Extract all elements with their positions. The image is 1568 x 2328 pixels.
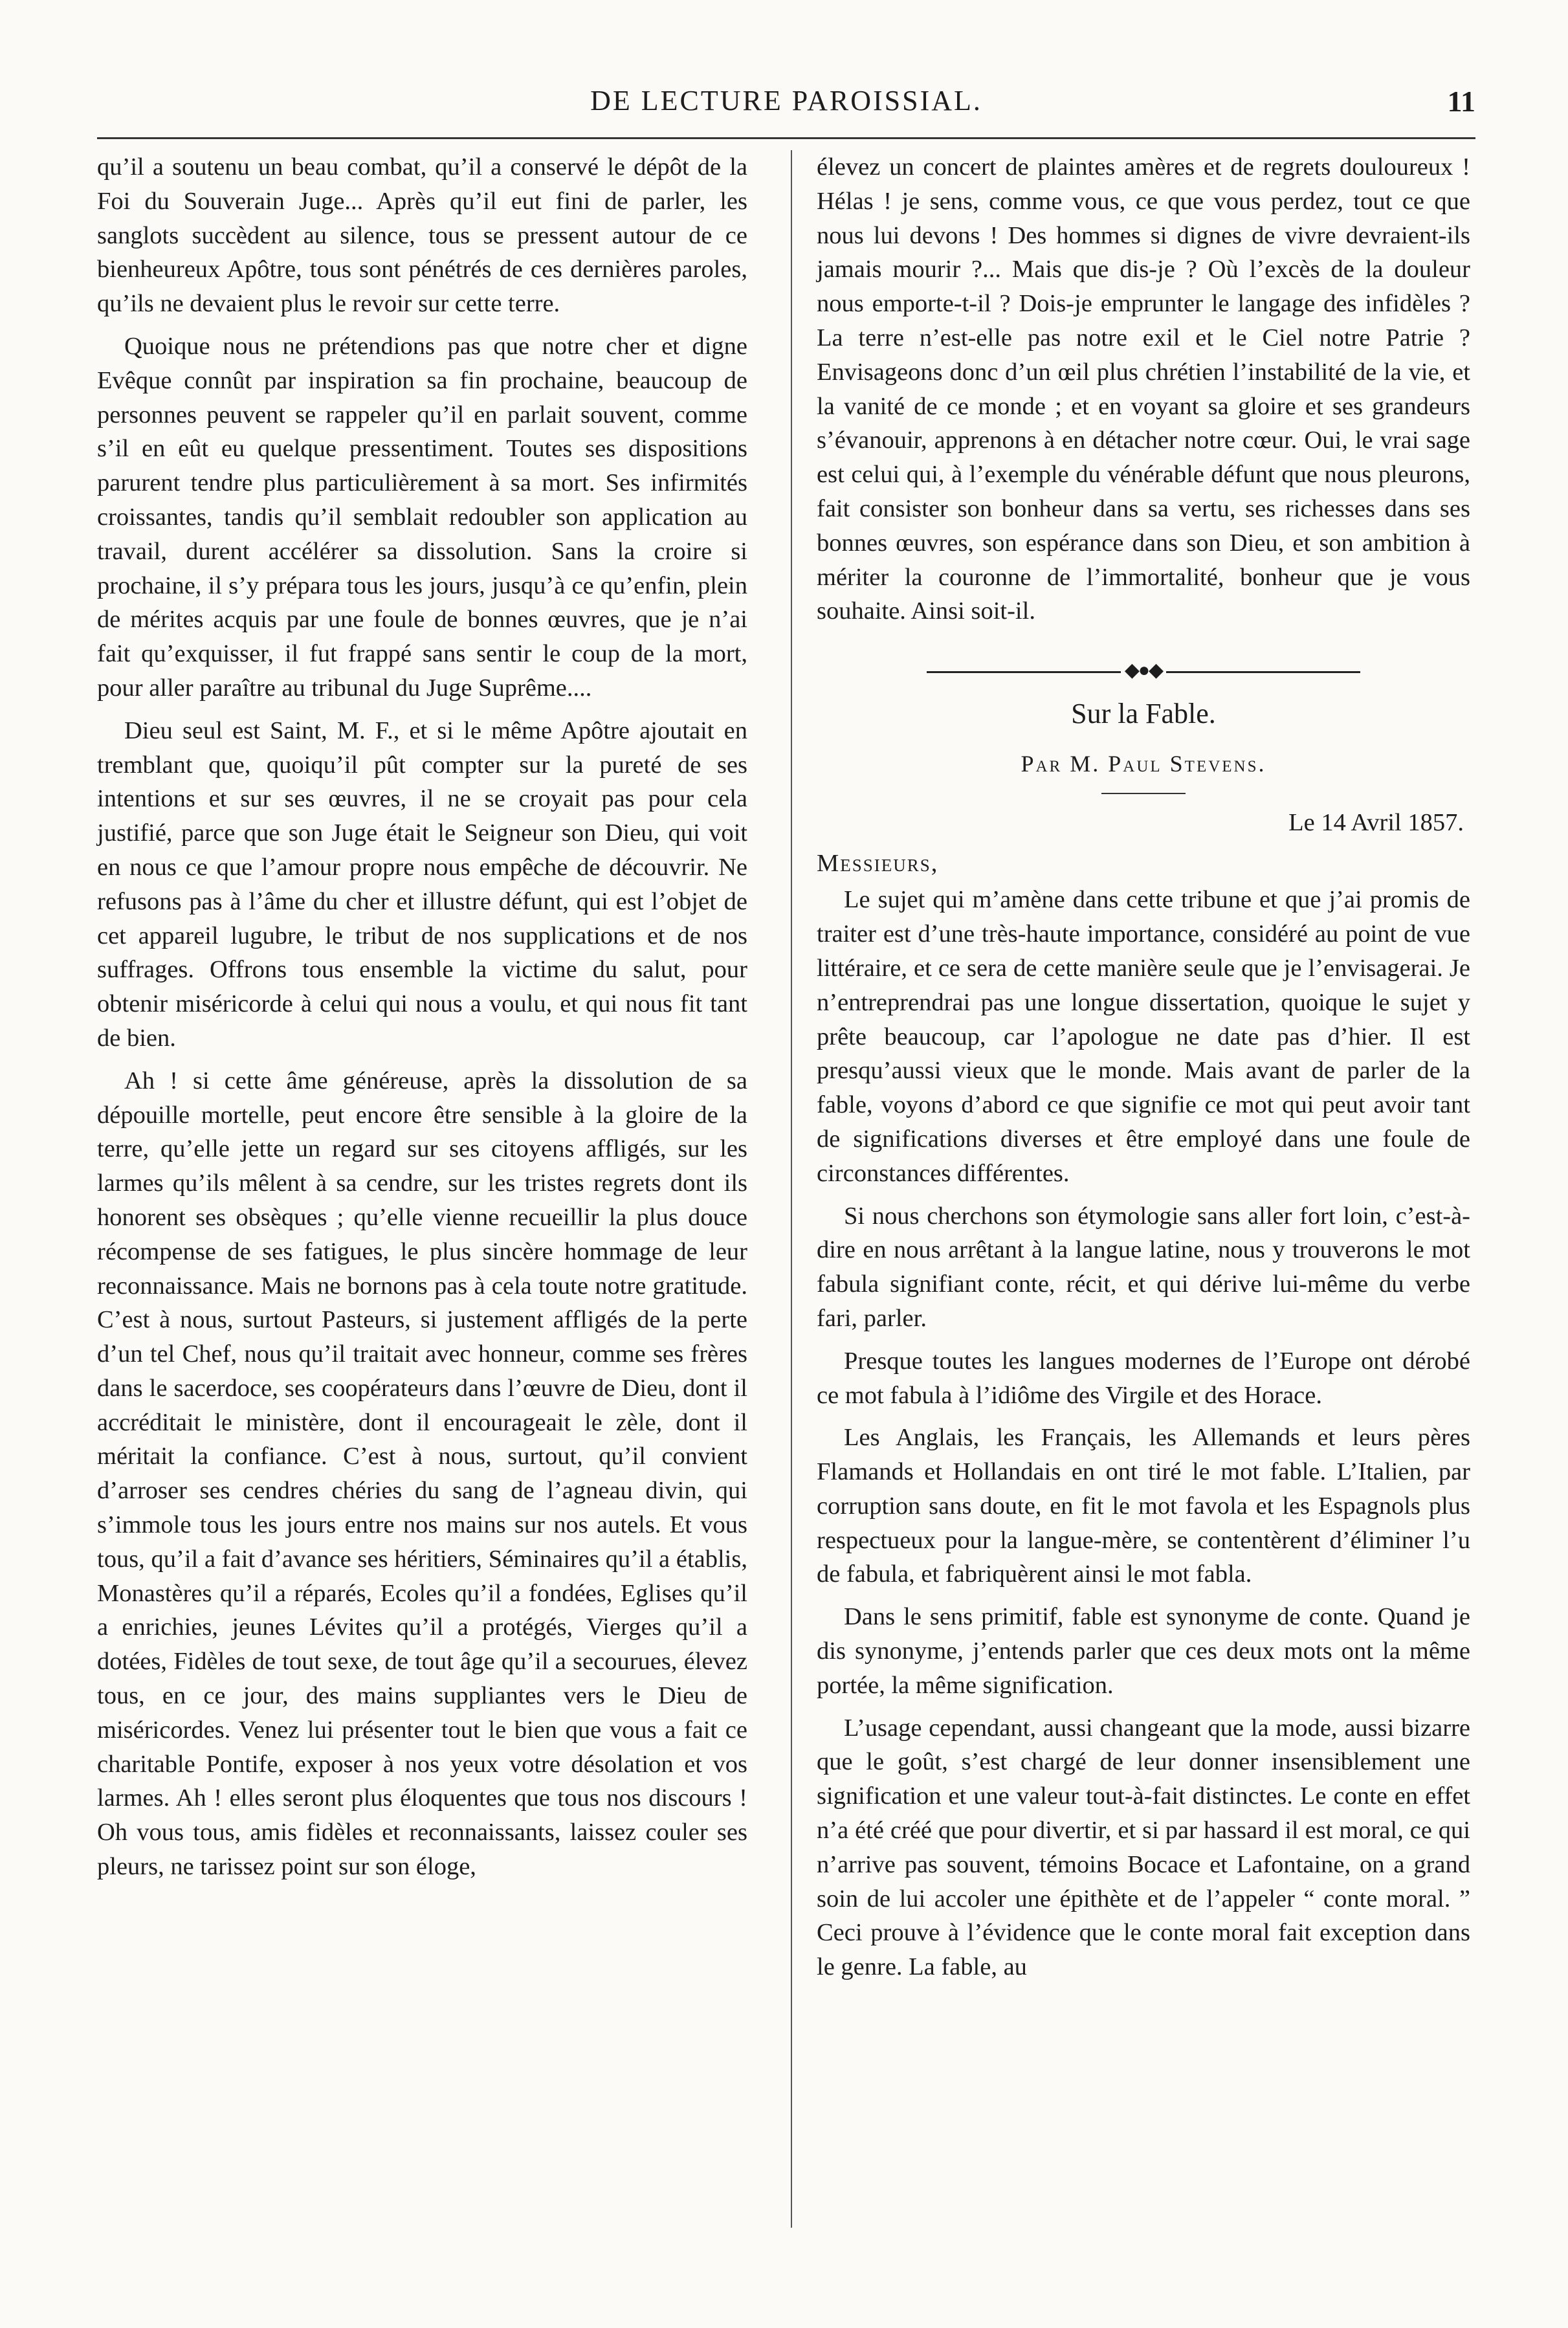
- salutation: Messieurs,: [817, 849, 939, 877]
- left-paragraph-3: Dieu seul est Saint, M. F., et si le même Apôtre ajoutait en tremblant que, quoiqu’il pût compter sur la pureté de ses intentions et sur ses œuvres, il ne se croyait pas pour cela justifié, parce que son Juge était le Seigneur son Dieu, qui voit en nous ce que l’amour propre nous empêche de découvrir. Ne refusons pas à l’âme du cher et illustre défunt, qui est l’objet de cet appareil lugubre, le tribut de nos supplications et de nos suffrages. Offrons tous ensemble la victime du salut, pour obtenir miséricorde à celui qui nous a voulu, et qui nous fit tant de bien.: [97, 716, 747, 1052]
- right-paragraph-5: Les Anglais, les Français, les Allemands et leurs pères Flamands et Hollandais en ont tiré le mot fable. L’Italien, par corruption sans doute, en fit le mot favola et les Espagnols plus respectueux pour la langue-mère, se contentèrent d’éliminer l’u de fabula, et fabriquèrent ainsi le mot fabla.: [817, 1424, 1470, 1588]
- running-header: [97, 84, 1475, 123]
- right-paragraph-7: L’usage cependant, aussi changeant que la mode, aussi bizarre que le goût, s’est chargé de leur donner insensiblement une signification et une valeur tout-à-fait distinctes. Le conte en effet n’a été créé que pour divertir, et si par hassard il est moral, ce qui n’arrive pas souvent, témoins Bocace et Lafontaine, on a grand soin de lui accoler une épithète et de l’appeler “ conte moral. ” Ceci prouve à l’évidence que le conte moral fait exception dans le genre. La fable, au: [817, 1714, 1470, 1981]
- column-divider: [791, 150, 792, 2228]
- byline-rule: [1101, 793, 1186, 794]
- header-rule: [97, 137, 1475, 139]
- right-paragraph-6: Dans le sens primitif, fable est synonyme de conte. Quand je dis synonyme, j’entends parler que ces deux mots ont la même portée, la même signification.: [817, 1603, 1470, 1699]
- article-title: Sur la Fable.: [1071, 698, 1216, 730]
- left-paragraph-1: qu’il a soutenu un beau combat, qu’il a conservé le dépôt de la Foi du Souverain Juge... Après qu’il eut fini de parler, les sanglots succèdent au silence, tous se pressent autour de ce bienheureux Apôtre, tous sont pénétrés de ces dernières paroles, qu’ils ne devaient plus le revoir sur cette terre.: [97, 153, 747, 318]
- article-dateline: Le 14 Avril 1857.: [1288, 808, 1464, 836]
- right-paragraph-1: élevez un concert de plaintes amères et de regrets douloureux ! Hélas ! je sens, comme vous, ce que vous perdez, tout ce que nous lui devons ! Des hommes si dignes de vivre devraient-ils jamais mourir ?... Mais que dis-je ? Où l’excès de la douleur nous emporte-t-il ? Dois-je emprunter le langage des infidèles ? La terre n’est-elle pas notre exil et le Ciel notre Patrie ? Envisageons donc d’un œil plus chrétien l’instabilité de la vie, et la vanité de ce monde ; et en voyant sa gloire et ses grandeurs s’évanouir, apprenons à en détacher notre cœur. Oui, le vrai sage est celui qui, à l’exemple du vénérable défunt que nous pleurons, fait consister son bonheur dans sa vertu, ses richesses dans ses bonnes œuvres, son espérance dans son Dieu, et son ambition à mériter la couronne de l’immortalité, bonheur que je vous souhaite. Ainsi soit-il.: [817, 153, 1470, 625]
- article-byline: Par M. Paul Stevens.: [1021, 750, 1266, 777]
- right-column: [817, 150, 1470, 1993]
- running-title: DE LECTURE PAROISSIAL.: [590, 85, 982, 116]
- right-paragraph-4: Presque toutes les langues modernes de l’Europe ont dérobé ce mot fabula à l’idiôme des Virgile et des Horace.: [817, 1347, 1470, 1409]
- section-ornament: ◆●◆: [817, 661, 1470, 680]
- left-paragraph-4: Ah ! si cette âme généreuse, après la dissolution de sa dépouille mortelle, peut encore être sensible à la gloire de la terre, qu’elle jette un regard sur ses citoyens affligés, sur les larmes qu’ils mêlent à sa cendre, sur les tristes regrets dont ils honorent ses obsèques ; qu’elle vienne recueillir la plus douce récompense de ses fatigues, le plus sincère hommage de leur reconnaissance. Mais ne bornons pas à cela toute notre gratitude. C’est à nous, surtout Pasteurs, si justement affligés de la perte d’un tel Chef, nous qu’il traitait avec honneur, comme ses frères dans le sacerdoce, ses coopérateurs dans l’œuvre de Dieu, dont il accréditait le ministère, dont il encourageait le zèle, dont il méritait la confiance. C’est à nous, surtout, qu’il convient d’arroser ses cendres chéries du sang de l’agneau divin, qui s’immole tous les jours entre nos mains sur nos autels. Et vous tous, qu’il a fait d’avance ses héritiers, Séminaires qu’il a établis, Monastères qu’il a réparés, Ecoles qu’il a fondées, Eglises qu’il a enrichies, jeunes Lévites qu’il a protégés, Vierges qu’il a dotées, Fidèles de tout sexe, de tout âge qu’il a secourues, élevez tous, en ce jour, des mains suppliantes vers le Dieu de miséricordes. Venez lui présenter tout le bien que vous a fait ce charitable Pontife, exposer à nos yeux votre désolation et vos larmes. Ah ! elles seront plus éloquentes que tous nos discours ! Oh vous tous, amis fidèles et reconnaissants, laissez couler ses pleurs, ne tarissez point sur son éloge,: [97, 1067, 747, 1881]
- left-paragraph-2: Quoique nous ne prétendions pas que notre cher et digne Evêque connût par inspiration sa fin prochaine, beaucoup de personnes peuvent se rappeler qu’il en parlait souvent, comme s’il en eût eu quelque pressentiment. Toutes ses dispositions parurent tendre plus particulièrement à sa mort. Ses infirmités croissantes, tandis qu’il semblait redoubler son application au travail, durent accélérer sa dissolution. Sans la croire si prochaine, il s’y prépara tous les jours, jusqu’à ce qu’enfin, plein de mérites acquis par une foule de bonnes œuvres, que je n’ai fait qu’exquisser, il fut frappé sans sentir le coup de la mort, pour aller paraître au tribunal du Juge Suprême....: [97, 332, 747, 702]
- page-number: 11: [1447, 85, 1475, 118]
- right-paragraph-2: Le sujet qui m’amène dans cette tribune et que j’ai promis de traiter est d’une très-haute importance, considéré au point de vue littéraire, et ce sera de cette manière seule que je l’envisagerai. Je n’entreprendrai pas une longue dissertation, quoique le sujet y prête beaucoup, car l’apologue ne date pas d’hier. Il est presqu’aussi vieux que le monde. Mais avant de parler de la fable, voyons d’abord ce que signifie ce mot qui peut avoir tant de significations diverses et être employé dans une foule de circonstances différentes.: [817, 886, 1470, 1187]
- left-column: [97, 150, 747, 1892]
- right-paragraph-3: Si nous cherchons son étymologie sans aller fort loin, c’est-à-dire en nous arrêtant à la langue latine, nous y trouverons le mot fabula signifiant conte, récit, et qui dérive lui-même du verbe fari, parler.: [817, 1202, 1470, 1332]
